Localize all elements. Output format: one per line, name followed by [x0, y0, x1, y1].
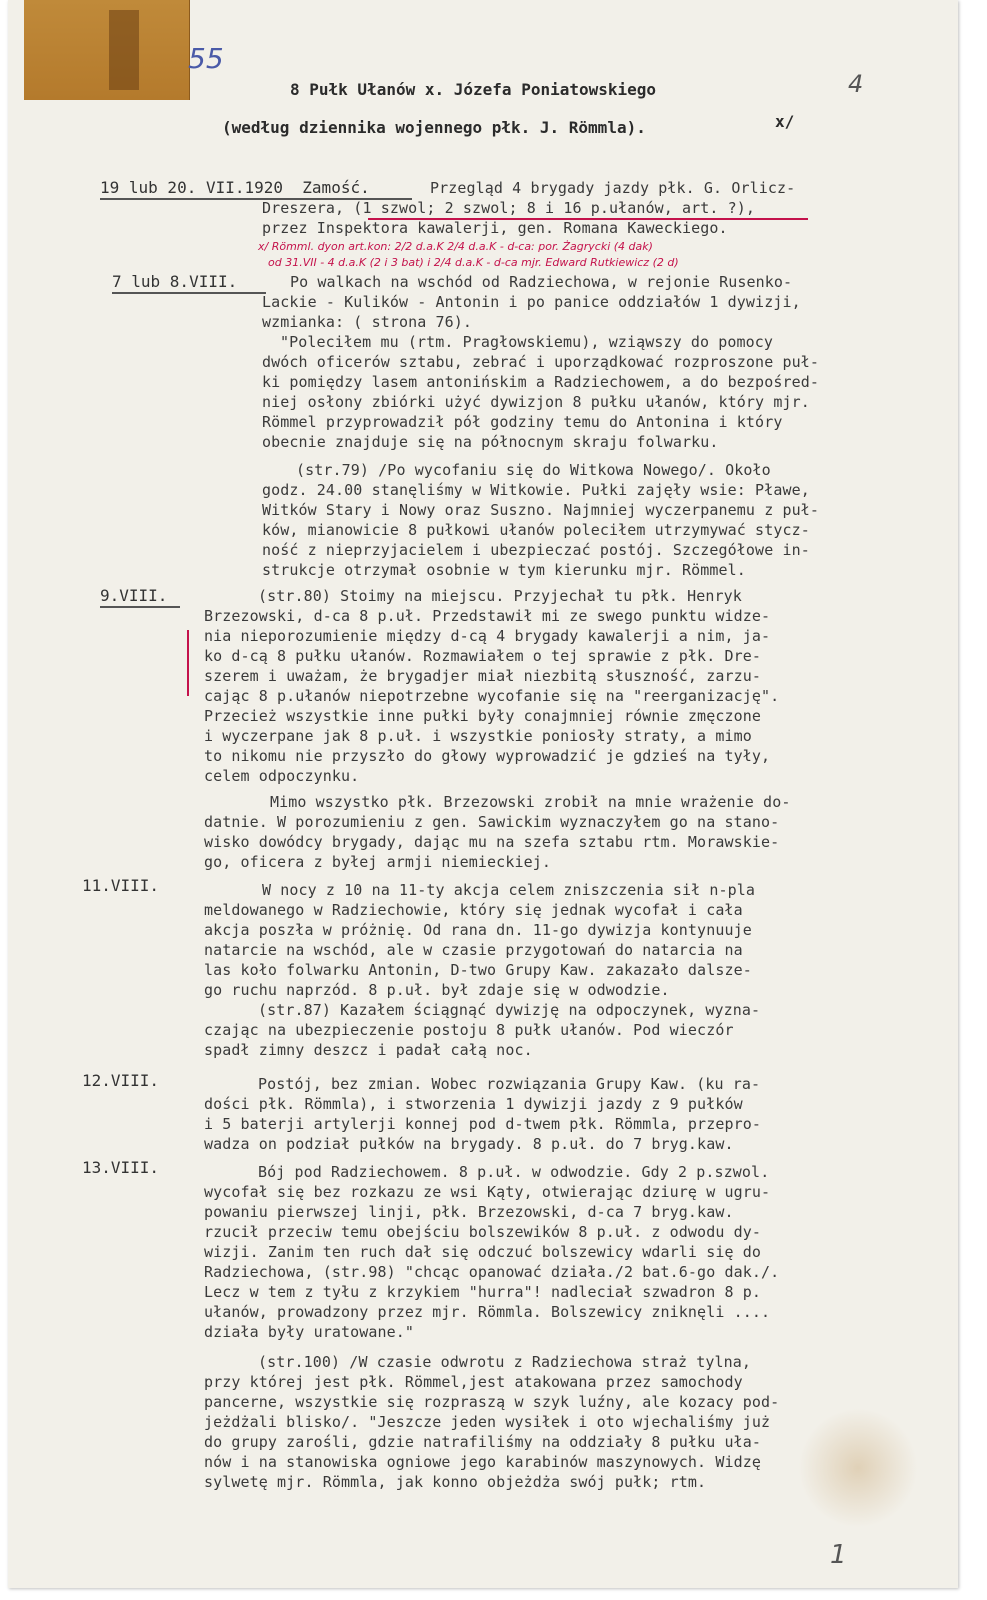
text-line: jeżdżali blisko/. "Jeszcze jeden wysiłek i oto wjechaliśmy już [204, 1413, 771, 1431]
text-line: wizji. Zanim ten ruch dał się odczuć bolszewicy wdarli się do [204, 1243, 761, 1261]
text-line: rzucił przeciw temu obejściu bolszewików 8 p.uł. z odwodu dy- [204, 1223, 761, 1241]
text-line: ków, mianowicie 8 pułkowi ułanów poleciłem utrzymywać stycz- [262, 521, 810, 539]
text-line: Lackie - Kulików - Antonin i po panice oddziałów 1 dywizji, [262, 293, 801, 311]
handwritten-note: x/ Römml. dyon art.kon: 2/2 d.a.K 2/4 d.a.K - d-ca: por. Żagrycki (4 dak) [258, 240, 653, 253]
text-line: Lecz w tem z tyłu z krzykiem "hurra"! nadleciał szwadron 8 p. [204, 1283, 761, 1301]
text-line: meldowanego w Radziechowie, który się jednak wycofał i cała [204, 901, 743, 919]
margin-mark [187, 630, 189, 696]
text-line: obecnie znajduje się na północnym skraju folwarku. [262, 433, 719, 451]
entry-date: 11.VIII. [82, 876, 160, 895]
text-line: wadza on podział pułków na brygady. 8 p.uł. do 7 bryg.kaw. [204, 1135, 734, 1153]
tape-strip [24, 0, 190, 100]
text-line: Brzezowski, d-ca 8 p.uł. Przedstawił mi ze swego punktu widze- [204, 607, 771, 625]
text-line: i wyczerpane jak 8 p.uł. i wszystkie poniosły straty, a mimo [204, 727, 752, 745]
text-line: godz. 24.00 stanęliśmy w Witkowie. Pułki zajęły wsie: Pławe, [262, 481, 810, 499]
text-line: ki pomiędzy lasem antonińskim a Radziechowem, a do bezpośred- [262, 373, 819, 391]
footnote-mark: x/ [775, 112, 795, 131]
text-line: go ruchu naprzód. 8 p.uł. był zdaje się w odwodzie. [204, 981, 670, 999]
paper-stain [798, 1408, 918, 1528]
folio-number: 55 [188, 42, 224, 75]
text-line: (str.100) /W czasie odwrotu z Radziechowa straż tylna, [258, 1353, 752, 1371]
text-line: do grupy zarośli, gdzie natrafiliśmy na oddziały 8 pułku uła- [204, 1433, 761, 1451]
handwritten-note: od 31.VII - 4 d.a.K (2 i 3 bat) i 2/4 d.a.K - d-ca mjr. Edward Rutkiewicz (2 d) [268, 256, 679, 269]
date-underline [100, 606, 180, 608]
text-line: cając 8 p.ułanów niepotrzebne wycofanie się na "reerganizację". [204, 687, 780, 705]
text-line: nów i na stanowiska ogniowe jego karabinów maszynowych. Widzę [204, 1453, 761, 1471]
tape-stain [109, 10, 139, 90]
entry-date: 13.VIII. [82, 1158, 160, 1177]
text-line: niej osłony zbiórki użyć dywizjon 8 pułku ułanów, który mjr. [262, 393, 810, 411]
text-line: (str.80) Stoimy na miejscu. Przyjechał tu płk. Henryk [258, 587, 742, 605]
text-line: Przegląd 4 brygady jazdy płk. G. Orlicz- [430, 179, 796, 197]
text-line: Dreszera, (1 szwol; 2 szwol; 8 i 16 p.ułanów, art. ?), [262, 199, 756, 217]
text-line: wycofał się bez rozkazu ze wsi Kąty, otwierając dziurę w ugru- [204, 1183, 771, 1201]
text-line: przez Inspektora kawalerji, gen. Romana Kaweckiego. [262, 219, 728, 237]
entry-date: 7 lub 8.VIII. [112, 272, 238, 291]
text-line: to nikomu nie przyszło do głowy wyprowadzić je gdzieś na tyły, [204, 747, 771, 765]
document-subtitle: (według dziennika wojennego płk. J. Römmla). [222, 118, 646, 137]
text-line: las koło folwarku Antonin, D-two Grupy Kaw. zakazało dalsze- [204, 961, 752, 979]
text-line: powaniu pierwszej linji, płk. Brzezowski, d-ca 7 bryg.kaw. [204, 1203, 734, 1221]
date-underline [112, 292, 266, 294]
text-line: i 5 baterji artylerji konnej pod d-twem płk. Römmla, przepro- [204, 1115, 761, 1133]
text-line: ułanów, prowadzony przez mjr. Römmla. Bolszewicy zniknęli .... [204, 1303, 771, 1321]
text-line: strukcje otrzymał osobnie w tym kierunku mjr. Römmel. [262, 561, 746, 579]
text-line: Witków Stary i Nowy oraz Suszno. Najmniej wyczerpanemu z puł- [262, 501, 819, 519]
text-line: go, oficera z byłej armji niemieckiej. [204, 853, 551, 871]
document-title: 8 Pułk Ułanów x. Józefa Poniatowskiego [290, 80, 657, 99]
text-line: spadł zimny deszcz i padał całą noc. [204, 1041, 533, 1059]
page-number-bottom: 1 [830, 1540, 847, 1570]
text-line: dwóch oficerów sztabu, zebrać i uporządkować rozproszone puł- [262, 353, 819, 371]
text-line: wisko dowódcy brygady, dając mu na szefa sztabu rtm. Morawskie- [204, 833, 780, 851]
text-line: sylwetę mjr. Römmla, jak konno objeżdża swój pułk; rtm. [204, 1473, 707, 1491]
text-line: (str.87) Kazałem ściągnąć dywizję na odpoczynek, wyzna- [258, 1001, 761, 1019]
text-line: pancerne, wszystkie się rozpraszą w szyk luźny, ale kozacy pod- [204, 1393, 780, 1411]
page-number: 4 [848, 70, 864, 98]
text-line: Bój pod Radziechowem. 8 p.uł. w odwodzie. Gdy 2 p.szwol. [258, 1163, 770, 1181]
entry-date: 19 lub 20. VII.1920 Zamość. [100, 178, 370, 197]
text-line: celem odpoczynku. [204, 767, 360, 785]
text-line: dości płk. Römmla), i stworzenia 1 dywizji jazdy z 9 pułków [204, 1095, 743, 1113]
text-line: akcja poszła w próżnię. Od rana dn. 11-go dywizja kontynuuje [204, 921, 752, 939]
text-line: datnie. W porozumieniu z gen. Sawickim wyznaczyłem go na stano- [204, 813, 780, 831]
text-line: W nocy z 10 na 11-ty akcja celem zniszczenia sił n-pla [262, 881, 756, 899]
text-line: nia nieporozumienie między d-cą 4 brygady kawalerji a nim, ja- [204, 627, 771, 645]
text-line: czając na ubezpieczenie postoju 8 pułk ułanów. Pod wieczór [204, 1021, 734, 1039]
text-line: Przecież wszystkie inne pułki były conajmniej równie zmęczone [204, 707, 761, 725]
text-line: wzmianka: ( strona 76). [262, 313, 473, 331]
entry-date: 9.VIII. [100, 586, 168, 605]
text-line: "Poleciłem mu (rtm. Pragłowskiemu), wziąwszy do pomocy [280, 333, 774, 351]
text-line: Po walkach na wschód od Radziechowa, w rejonie Rusenko- [290, 273, 793, 291]
text-line: ność z nieprzyjacielem i ubezpieczać postój. Szczegółowe in- [262, 541, 810, 559]
text-line: szerem i uważam, że brygadjer miał niezbitą słuszność, zarzu- [204, 667, 761, 685]
entry-date: 12.VIII. [82, 1071, 160, 1090]
text-line: natarcie na wschód, ale w czasie przygotowań do natarcia na [204, 941, 743, 959]
text-line: ko d-cą 8 pułku ułanów. Rozmawiałem o tej sprawie z płk. Dre- [204, 647, 761, 665]
text-line: Postój, bez zmian. Wobec rozwiązania Grupy Kaw. (ku ra- [258, 1075, 761, 1093]
text-line: Römmel przyprowadził pół godziny temu do Antonina i który [262, 413, 783, 431]
text-line: Mimo wszystko płk. Brzezowski zrobił na mnie wrażenie do- [270, 793, 791, 811]
text-line: Radziechowa, (str.98) "chcąc opanować działa./2 bat.6-go dak./. [204, 1263, 780, 1281]
text-line: działa były uratowane." [204, 1323, 415, 1341]
text-line: przy której jest płk. Römmel,jest atakowana przez samochody [204, 1373, 743, 1391]
text-line: (str.79) /Po wycofaniu się do Witkowa Nowego/. Około [296, 461, 771, 479]
